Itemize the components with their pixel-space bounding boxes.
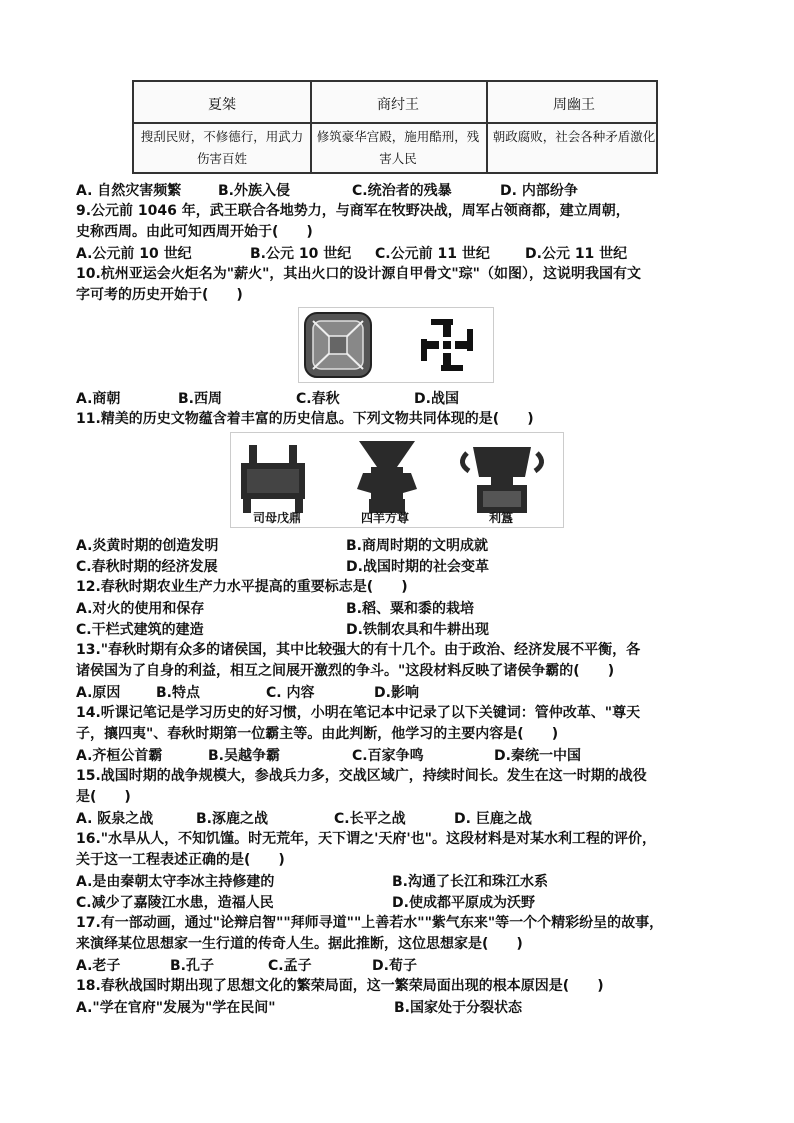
q15-option-b: B.涿鹿之战 bbox=[196, 811, 268, 827]
q10-option-c: C.春秋 bbox=[296, 391, 340, 407]
q17-option-a: A.老子 bbox=[76, 958, 121, 974]
q10-option-b: B.西周 bbox=[178, 391, 222, 407]
q12-option-c: C.干栏式建筑的建造 bbox=[76, 622, 204, 638]
q17-option-c: C.孟子 bbox=[268, 958, 312, 974]
q13-option-c: C. 内容 bbox=[266, 685, 315, 701]
torch-and-oracle-bone-figure bbox=[298, 307, 494, 383]
q14-option-c: C.百家争鸣 bbox=[352, 748, 424, 764]
q12-option-a: A.对火的使用和保存 bbox=[76, 601, 205, 617]
caption-simuwu-ding: 司母戊鼎 bbox=[253, 511, 302, 525]
caption-ligui: 利簋 bbox=[489, 511, 514, 525]
q16-stem-line1: 16."水旱从人，不知饥馑。时无荒年，天下谓之'天府'也"。这段材料是对某水利工程的评价， bbox=[76, 831, 656, 847]
bronze-artifacts-figure bbox=[230, 432, 564, 528]
q8-option-c: C.统治者的残暴 bbox=[352, 183, 452, 199]
q18-option-b: B.国家处于分裂状态 bbox=[394, 1000, 522, 1016]
q12-stem: 12.春秋时期农业生产力水平提高的重要标志是( ) bbox=[76, 579, 408, 595]
q12-option-b: B.稻、粟和黍的栽培 bbox=[346, 601, 474, 617]
q9-stem-line2: 史称西周。由此可知西周开始于( ) bbox=[76, 224, 313, 240]
q15-stem-line2: 是( ) bbox=[76, 789, 131, 805]
q16-option-b: B.沟通了长江和珠江水系 bbox=[392, 874, 548, 890]
table-cell-xiajie: 搜刮民财，不修德行，用武力伤害百姓 bbox=[140, 129, 304, 166]
q14-stem-line1: 14.听课记笔记是学习历史的好习惯，小明在笔记本中记录了以下关键词：管仲改革、"尊天 bbox=[76, 705, 641, 721]
q14-stem-line2: 子，攘四夷"、春秋时期第一位霸主等。由此判断，他学习的主要内容是( ) bbox=[76, 726, 559, 742]
q17-stem-line2: 来演绎某位思想家一生行道的传奇人生。据此推断，这位思想家是( ) bbox=[76, 936, 523, 952]
table-cell-shangzhou: 修筑豪华宫殿，施用酷刑，残害人民 bbox=[316, 129, 480, 166]
q16-stem-line2: 关于这一工程表述正确的是( ) bbox=[76, 852, 285, 868]
q9-stem-line1: 9.公元前 1046 年，武王联合各地势力，与商军在牧野决战，周军占领商都，建立周朝， bbox=[76, 203, 630, 219]
q15-option-c: C.长平之战 bbox=[334, 811, 406, 827]
q11-option-c: C.春秋时期的经济发展 bbox=[76, 559, 218, 575]
caption-siyang-fangzun: 四羊方尊 bbox=[361, 511, 410, 525]
q13-stem-line1: 13."春秋时期有众多的诸侯国，其中比较强大的有十几个。由于政治、经济发展不平衡，各 bbox=[76, 642, 641, 658]
q17-option-d: D.荀子 bbox=[372, 958, 417, 974]
q11-option-d: D.战国时期的社会变革 bbox=[346, 559, 489, 575]
q16-option-c: C.减少了嘉陵江水患，造福人民 bbox=[76, 895, 274, 911]
q16-option-d: D.使成都平原成为沃野 bbox=[392, 895, 535, 911]
q9-option-c: C.公元前 11 世纪 bbox=[375, 246, 490, 262]
q13-stem-line2: 诸侯国为了自身的利益，相互之间展开激烈的争斗。"这段材料反映了诸侯争霸的( ) bbox=[76, 663, 615, 679]
table-header-shangzhou: 商纣王 bbox=[377, 97, 419, 113]
q8-option-b: B.外族入侵 bbox=[218, 183, 290, 199]
q14-option-b: B.吴越争霸 bbox=[208, 748, 280, 764]
q8-option-d: D. 内部纷争 bbox=[500, 183, 578, 199]
q8-option-a: A. 自然灾害频繁 bbox=[76, 183, 182, 199]
q18-stem: 18.春秋战国时期出现了思想文化的繁荣局面，这一繁荣局面出现的根本原因是( ) bbox=[76, 978, 604, 994]
q9-option-a: A.公元前 10 世纪 bbox=[76, 246, 192, 262]
q15-option-a: A. 阪泉之战 bbox=[76, 811, 154, 827]
q18-option-a: A."学在官府"发展为"学在民间" bbox=[76, 1000, 276, 1016]
q9-option-b: B.公元 10 世纪 bbox=[250, 246, 352, 262]
q14-option-d: D.秦统一中国 bbox=[494, 748, 581, 764]
q13-option-a: A.原因 bbox=[76, 685, 121, 701]
q9-option-d: D.公元 11 世纪 bbox=[525, 246, 628, 262]
q14-option-a: A.齐桓公首霸 bbox=[76, 748, 163, 764]
q10-stem-line1: 10.杭州亚运会火炬名为"薪火"，其出火口的设计源自甲骨文"琮"（如图），这说明我国有文 bbox=[76, 266, 641, 282]
table-header-xiajie: 夏桀 bbox=[208, 97, 236, 113]
q15-stem-line1: 15.战国时期的战争规模大，参战兵力多，交战区域广，持续时间长。发生在这一时期的战役 bbox=[76, 768, 647, 784]
q10-option-a: A.商朝 bbox=[76, 391, 121, 407]
q13-option-d: D.影响 bbox=[374, 685, 419, 701]
q12-option-d: D.铁制农具和牛耕出现 bbox=[346, 622, 489, 638]
oracle-bone-cong-glyph bbox=[421, 319, 473, 371]
table-cell-zhouyou: 朝政腐败，社会各种矛盾激化 bbox=[492, 129, 656, 144]
q15-option-d: D. 巨鹿之战 bbox=[454, 811, 532, 827]
q11-option-a: A.炎黄时期的创造发明 bbox=[76, 538, 219, 554]
rulers-table bbox=[132, 80, 658, 174]
q17-option-b: B.孔子 bbox=[170, 958, 214, 974]
q16-option-a: A.是由秦朝太守李冰主持修建的 bbox=[76, 874, 275, 890]
q17-stem-line1: 17.有一部动画，通过"论辩启智""拜师寻道""上善若水""紫气东来"等一个个精彩纷呈的故事， bbox=[76, 915, 664, 931]
q13-option-b: B.特点 bbox=[156, 685, 200, 701]
q10-option-d: D.战国 bbox=[414, 391, 459, 407]
q11-option-b: B.商周时期的文明成就 bbox=[346, 538, 488, 554]
q11-stem: 11.精美的历史文物蕴含着丰富的历史信息。下列文物共同体现的是( ) bbox=[76, 411, 534, 427]
q10-stem-line2: 字可考的历史开始于( ) bbox=[76, 287, 243, 303]
torch-outlet-image bbox=[299, 308, 493, 382]
table-header-zhouyou: 周幽王 bbox=[553, 97, 595, 113]
